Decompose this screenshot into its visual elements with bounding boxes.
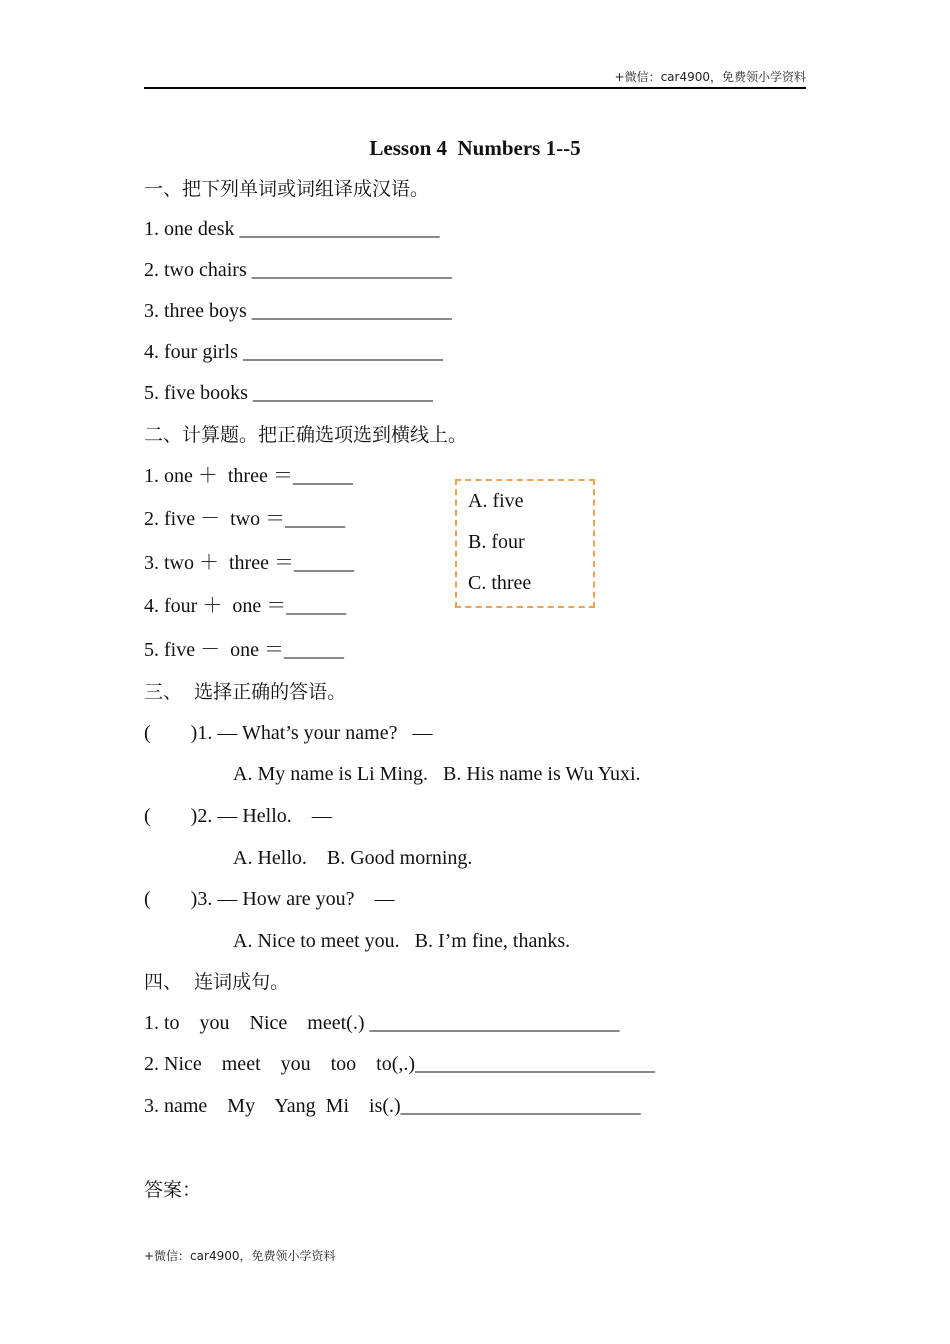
answers-label: 答案： — [144, 1179, 202, 1201]
options-box — [455, 479, 595, 608]
section1-item: 3. three boys ____________________ — [144, 300, 452, 322]
section2-item: 2. five － two ＝______ — [144, 508, 346, 530]
question-choices: A. My name is Li Ming. B. His name is Wu Yuxi. — [233, 763, 641, 785]
header-watermark-note: +微信：car4900，免费领小学资料 — [614, 70, 806, 84]
section2-item: 1. one ＋ three ＝______ — [144, 465, 353, 487]
section1-heading: 一、把下列单词或词组译成汉语。 — [144, 178, 430, 200]
question-choices: A. Nice to meet you. B. I’m fine, thanks. — [233, 930, 571, 952]
section4-item: 2. Nice meet you too to(,.)________________________ — [144, 1053, 656, 1075]
footer-watermark-note: +微信：car4900，免费领小学资料 — [144, 1249, 336, 1263]
option-a: A. five — [468, 490, 524, 512]
question-choices: A. Hello. B. Good morning. — [233, 847, 473, 869]
question-prompt: ( )1. — What’s your name? — — [144, 722, 433, 744]
page-title: Lesson 4 Numbers 1--5 — [369, 136, 581, 160]
section1-item: 5. five books __________________ — [144, 382, 433, 404]
option-c: C. three — [468, 572, 532, 594]
section1-item: 1. one desk ____________________ — [144, 218, 440, 240]
section2-item: 4. four ＋ one ＝______ — [144, 595, 347, 617]
section1-item: 4. four girls ____________________ — [144, 341, 443, 363]
option-b: B. four — [468, 531, 525, 553]
question-prompt: ( )2. — Hello. — — [144, 805, 332, 827]
section1-item: 2. two chairs ____________________ — [144, 259, 452, 281]
section4-item: 1. to you Nice meet(.) _________________________ — [144, 1012, 620, 1034]
section2-item: 3. two ＋ three ＝______ — [144, 552, 354, 574]
section4-item: 3. name My Yang Mi is(.)________________________ — [144, 1095, 641, 1117]
section3-heading: 三、 选择正确的答语。 — [144, 681, 347, 703]
question-prompt: ( )3. — How are you? — — [144, 888, 395, 910]
section2-heading: 二、计算题。把正确选项选到横线上。 — [144, 424, 468, 446]
header-rule — [144, 87, 806, 89]
section2-item: 5. five － one ＝______ — [144, 639, 344, 661]
section4-heading: 四、 连词成句。 — [144, 971, 290, 993]
